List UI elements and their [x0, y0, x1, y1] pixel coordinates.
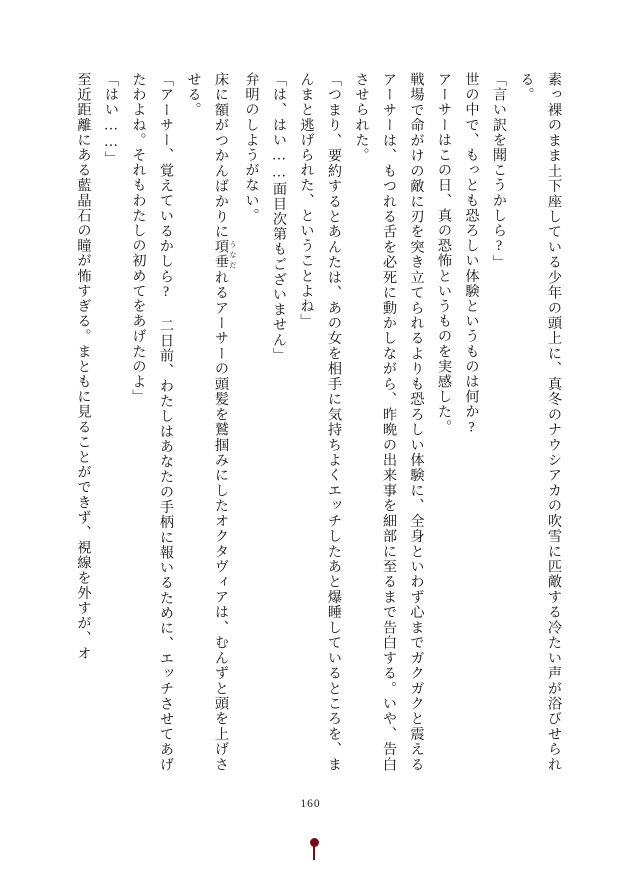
page-number: 160: [300, 798, 321, 810]
ruby-annotation: [213, 239, 237, 270]
page-footer-ornament: [310, 838, 319, 847]
page-body-text: [67, 72, 567, 772]
paragraph-dialogue: 「は、はい……面目次第もございません」: [271, 72, 287, 363]
paragraph-dialogue: 「アーサー、覚えているかしら? 二日前、わたしはあなたの手柄に報いるために、エッチさせてあげたわよね。それもわたしの初めてをあげたのよ」: [130, 72, 174, 772]
ruby-reading: うなだ: [229, 239, 237, 270]
paragraph-with-ruby: 床に額がつかんばかりに項垂 うなだれるアーサーの頭髪を鷲掴みにしたオクタヴィアは、むんずと頭を上げさせる。: [185, 72, 237, 772]
paragraph-dialogue: 「言い訳を聞こうかしら?」: [491, 72, 507, 271]
paragraph: 世の中で、もっとも恐ろしい体験というものは何か?: [463, 72, 480, 437]
paragraph: 至近距離にある藍晶石の瞳が怖すぎる。まともに見ることができず、視線を外すが、オ: [75, 72, 92, 661]
paragraph: 弁明のしようがない。: [243, 72, 260, 223]
ruby-base: 項垂: [213, 239, 229, 270]
paragraph: アーサーはこの日、真の恐怖というものを実感した。: [436, 72, 452, 435]
paragraph-dialogue: 「はい……」: [103, 72, 119, 167]
paragraph: 素っ裸のまま土下座している少年の頭上に、真冬のナウシアカの吹雪に匹敵する冷たい声が浴びせられる。: [518, 72, 562, 772]
paragraph: 戦場で命がけの敵に刃を突き立てられるよりも恐ろしい体験に、全身といわず心までガクガクと震えるアーサーは、もつれる舌を必死に動かしながら、昨晩の出来事を細部に至るまで告白する。いや、告白させられた。: [353, 72, 425, 772]
paragraph-dialogue: 「つまり、要約するとあんたは、あの女を相手に気持ちよくエッチしたあと爆睡しているところを、まんまと逃げられた、ということよね」: [298, 72, 342, 772]
